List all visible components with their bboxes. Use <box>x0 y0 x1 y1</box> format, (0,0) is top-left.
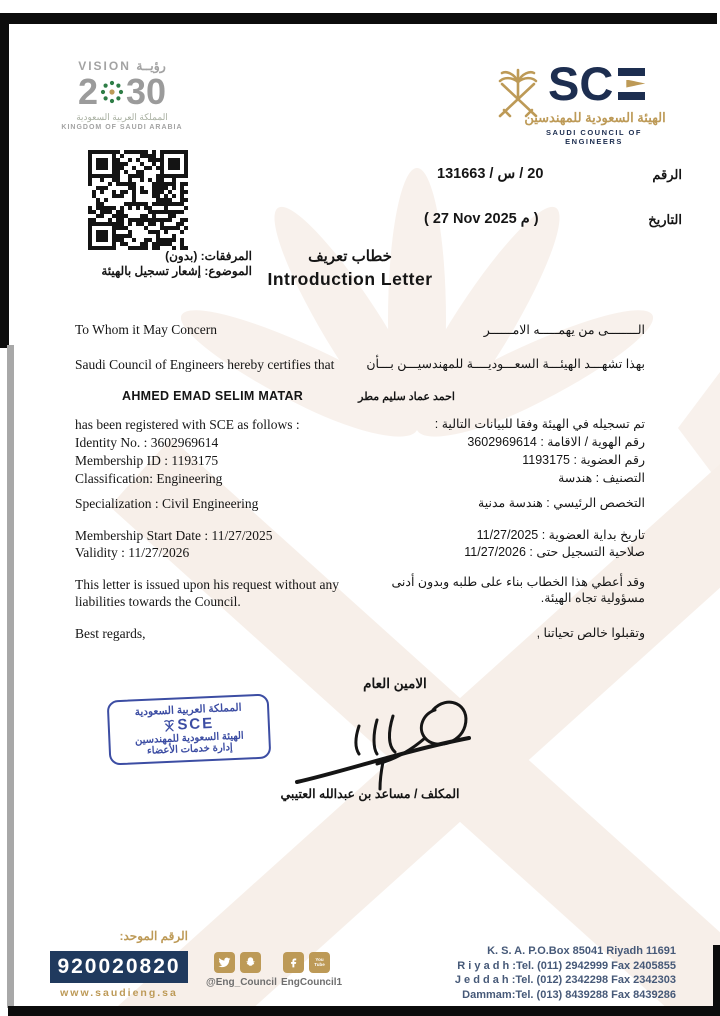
scan-left-edge-dark <box>0 13 9 348</box>
ref-date-value: ( 27 Nov 2025 م ) <box>424 211 539 227</box>
specialization-ar: التخصص الرئيسي : هندسة مدنية <box>478 496 645 510</box>
title-arabic: خطاب تعريف <box>308 248 392 265</box>
address-line-jeddah: J e d d a h :Tel. (012) 2342298 Fax 2342303 <box>454 974 676 986</box>
start-date-en: Membership Start Date : 11/27/2025 <box>75 528 273 543</box>
stamp-department-line: إدارة خدمات الأعضاء <box>146 742 233 757</box>
issued-en: This letter is issued upon his request without any liabilities towards the Council. <box>75 577 339 609</box>
vision-year-prefix: 2 <box>77 71 98 112</box>
scan-top-bar <box>4 13 717 24</box>
letter-meta <box>70 249 252 279</box>
stamp-kingdom-line: المملكة العربية السعودية <box>134 701 242 719</box>
stamp-wordmark: SCE <box>115 713 262 736</box>
regards-ar: وتقبلوا خالص تحياتنا , <box>536 626 645 640</box>
registered-en: has been registered with SCE as follows : <box>75 417 300 432</box>
unified-number-label: الرقم الموحد: <box>119 929 188 943</box>
officer-name: المكلف / مساعد بن عبدالله العتيبي <box>280 787 460 801</box>
member-name-en: AHMED EMAD SELIM MATAR <box>122 389 304 403</box>
qr-code <box>88 150 188 250</box>
scan-right-edge-dark <box>713 945 720 1016</box>
identity-ar: رقم الهوية / الاقامة : 3602969614 <box>467 435 645 449</box>
social-group-1 <box>214 952 261 973</box>
regards-en: Best regards, <box>75 626 146 641</box>
sce-name-arabic: الهيئة السعودية للمهندسين <box>524 110 666 125</box>
snapchat-icon <box>240 952 261 973</box>
salutation-ar: الــــــــى من يهمـــــه الامــــــر <box>483 323 645 337</box>
certify-ar: بهذا تشهـــد الهيئـــة السعـــوديــــة للمهندسيـــن بـــأن <box>366 357 645 371</box>
sce-wordmark <box>548 57 645 110</box>
social-group-2 <box>283 952 330 973</box>
salutation-en: To Whom it May Concern <box>75 322 218 337</box>
title-english: Introduction Letter <box>267 269 433 289</box>
facebook-icon <box>283 952 304 973</box>
issued-ar: وقد أعطي هذا الخطاب بناء على طلبه وبدون أدنى مسؤولية تجاه الهيئة. <box>391 575 645 605</box>
address-block <box>455 944 676 1002</box>
attachments-line: المرفقات: (بدون) <box>165 249 252 263</box>
stamp-palm-icon <box>163 719 175 732</box>
validity-ar: صلاحية التسجيل حتى : 11/27/2026 <box>464 545 645 559</box>
sce-wordmark-sc: SC <box>548 57 614 110</box>
vision-kingdom-en: KINGDOM OF SAUDI ARABIA <box>61 124 183 131</box>
unified-number-value: 920020820 <box>57 955 181 978</box>
stamp-council-line: الهيئة السعودية للمهندسين <box>134 730 244 747</box>
vision-year <box>60 71 184 112</box>
scan-left-edge-gray <box>7 345 14 1008</box>
specialization-en: Specialization : Civil Engineering <box>75 496 259 511</box>
ref-date-label: التاريخ <box>648 212 682 227</box>
sce-stamp <box>107 693 272 765</box>
ref-number-label: الرقم <box>652 167 682 182</box>
address-line-ksa: K. S. A. P.O.Box 85041 Riyadh 11691 <box>487 945 676 957</box>
vision-2030-logo <box>60 58 184 131</box>
membership-ar: رقم العضوية : 1193175 <box>522 453 645 467</box>
sce-wordmark-e <box>618 68 645 100</box>
unified-number-box <box>50 951 188 983</box>
vision-en-label: VISION <box>78 59 131 73</box>
vision-palm-emblem-icon <box>99 79 125 105</box>
vision-kingdom-ar: المملكة العربية السعودية <box>76 112 168 122</box>
subject-line: الموضوع: إشعار تسجيل بالهيئة <box>101 264 252 278</box>
validity-en: Validity : 11/27/2026 <box>75 545 190 560</box>
identity-en: Identity No. : 3602969614 <box>75 435 219 450</box>
vision-year-suffix: 30 <box>125 71 167 112</box>
scan-bottom-bar <box>8 1006 720 1016</box>
sce-name-english: SAUDI COUNCIL OF ENGINEERS <box>546 128 642 146</box>
twitter-snapchat-handle: @Eng_Council <box>206 977 277 988</box>
website-url: www.saudieng.sa <box>60 987 178 999</box>
certify-en: Saudi Council of Engineers hereby certifies that <box>75 357 335 372</box>
facebook-youtube-handle: EngCouncil1 <box>281 977 343 988</box>
sce-logo <box>492 57 668 150</box>
registered-ar: تم تسجيله في الهيئة وفقا للبيانات التالية : <box>434 417 645 431</box>
vision-ar-label: رؤيــة <box>136 59 166 73</box>
twitter-icon <box>214 952 235 973</box>
membership-en: Membership ID : 1193175 <box>75 453 219 468</box>
address-line-dammam: Dammam:Tel. (013) 8439288 Fax 8439286 <box>462 988 676 1001</box>
classification-en: Classification: Engineering <box>75 471 223 486</box>
member-name-ar: احمد عماد سليم مطر <box>358 391 455 403</box>
handwritten-signature <box>287 688 477 793</box>
secretary-general-title: الامين العام <box>363 676 427 691</box>
ref-number-value: 131663 / س‎ / 20 <box>437 166 544 182</box>
youtube-icon: You Tube <box>309 952 330 973</box>
classification-ar: التصنيف : هندسة <box>558 471 645 485</box>
start-date-ar: تاريخ بداية العضوية : 11/27/2025 <box>476 528 645 542</box>
address-line-riyadh: R i y a d h :Tel. (011) 2942999 Fax 2405855 <box>457 959 676 972</box>
